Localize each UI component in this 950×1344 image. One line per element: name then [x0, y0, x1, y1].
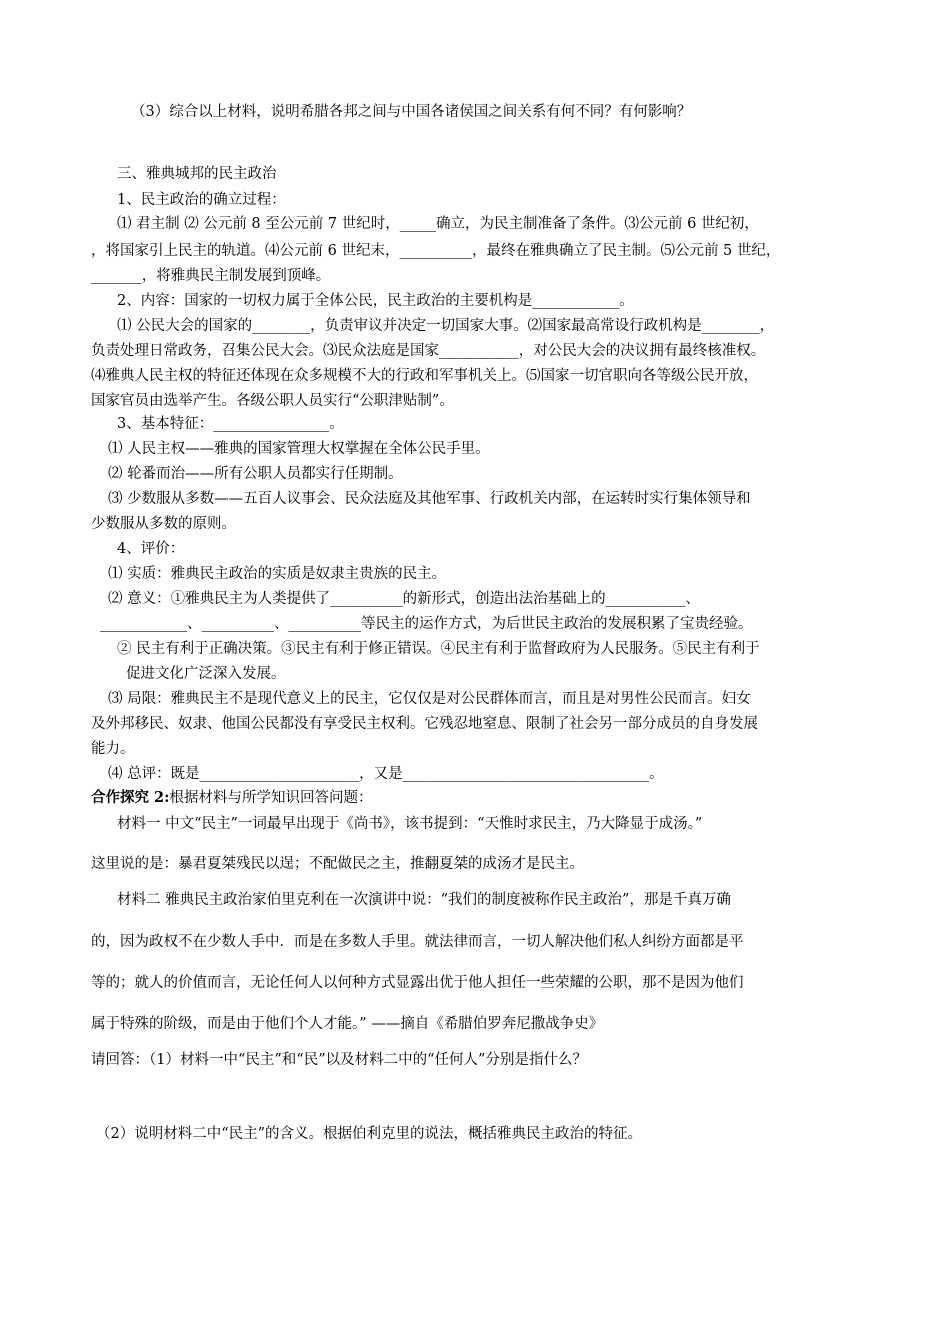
material-1-line: 材料一 中文“民主”一词最早出现于《尚书》，该书提到：“天惟时求民主，乃大降显于成汤。” [117, 816, 703, 832]
text-line: ⑴ 人民主权——雅典的国家管理大权掌握在全体公民手里。 [108, 441, 490, 457]
coop-heading [91, 788, 373, 808]
text-line: 及外邦移民、奴隶、他国公民都没有享受民主权利。它残忍地窒息、限制了社会另一部分成员的自身发展 [91, 716, 758, 732]
text-line: ⑴ 公民大会的国家的________，负责审议并决定一切国家大事。⑵国家最高常设行政机构是________， [117, 318, 775, 334]
text-line: ⑶ 少数服从多数——五百人议事会、民众法庭及其他军事、行政机关内部，在运转时实行集体领导和 [108, 491, 751, 507]
material-2-line: 属于特殊的阶级，而是由于他们个人才能。” ——摘自《希腊伯罗奔尼撒战争史》 [91, 1016, 604, 1032]
text-line: ⑵ 意义：①雅典民主为人类提供了__________的新形式，创造出法治基础上的___________、 [108, 591, 700, 607]
text-line: 能力。 [91, 741, 135, 757]
text-line: _______，将雅典民主制发展到顶峰。 [91, 268, 331, 284]
text-line: ② 民主有利于正确决策。③民主有利于修正错误。④民主有利于监督政府为人民服务。⑤民主有利于 [117, 641, 760, 657]
material-2-line: 等的；就人的价值而言，无论任何人以何种方式显露出优于他人担任一些荣耀的公职，那不是因为他们 [91, 975, 744, 991]
text-line: 少数服从多数的原则。 [91, 516, 236, 532]
question-1: 请回答：（1）材料一中“民主”和“民”以及材料二中的“任何人”分别是指什么？ [91, 1052, 587, 1068]
text-line: 负责处理日常政务，召集公民大会。⑶民众法庭是国家___________，对公民大会的决议拥有最终核准权。 [91, 343, 766, 359]
text-line: ⑶ 局限：雅典民主不是现代意义上的民主，它仅仅是对公民群体而言，而且是对男性公民而言。妇女 [108, 691, 751, 707]
text-line: ⑷雅典人民主权的特征还体现在众多规模不大的行政和军事机关上。⑸国家一切官职向各等级公民开放， [91, 368, 758, 384]
q3-line: （3）综合以上材料，说明希腊各邦之间与中国各诸侯国之间关系有何不同？有何影响？ [131, 104, 692, 120]
text-line: ⑷ 总评：既是______________________，又是__________________________________。 [108, 766, 664, 782]
text-line: 促进文化广泛深入发展。 [126, 666, 286, 682]
text-line: ，将国家引上民主的轨道。⑷公元前 6 世纪末，__________，最终在雅典确立了民主制。⑸公元前 5 世纪， [91, 243, 781, 259]
coop-text: 根据材料与所学知识回答问题： [169, 790, 373, 806]
section-title: 三、雅典城邦的民主政治 [117, 166, 277, 182]
coop-label: 合作探究 2: [91, 789, 170, 806]
subsection-1: 1、民主政治的确立过程： [117, 192, 286, 208]
subsection-4: 4、评价： [117, 541, 185, 557]
subsection-2: 2、内容：国家的一切权力属于全体公民，民主政治的主要机构是____________。 [117, 293, 634, 309]
text-line: ⑵ 轮番而治——所有公职人员都实行任期制。 [108, 466, 403, 482]
text-line: 国家官员由选举产生。各级公职人员实行“公职津贴制”。 [91, 393, 454, 409]
material-2-line: 的，因为政权不在少数人手中．而是在多数人手里。就法律而言，一切人解决他们私人纠纷方面都是平 [91, 934, 744, 950]
material-2-line: 材料二 雅典民主政治家伯里克利在一次演讲中说：“我们的制度被称作民主政治”，那是千真万确 [117, 892, 731, 908]
material-1-line: 这里说的是：暴君夏桀残民以逞；不配做民之主，推翻夏桀的成汤才是民主。 [91, 856, 584, 872]
text-line: ⑴ 实质：雅典民主政治的实质是奴隶主贵族的民主。 [108, 566, 447, 582]
question-2: （2）说明材料二中“民主”的含义。根据伯利克里的说法，概括雅典民主政治的特征。 [96, 1126, 643, 1142]
text-line: ____________、__________、__________等民主的运作方式，为后世民主政治的发展积累了宝贵经验。 [100, 616, 753, 632]
text-line: ⑴ 君主制 ⑵ 公元前 8 至公元前 7 世纪时，_____确立，为民主制准备了条件。⑶公元前 6 世纪初， [117, 216, 759, 232]
subsection-3: 3、基本特征：________________。 [117, 416, 344, 432]
